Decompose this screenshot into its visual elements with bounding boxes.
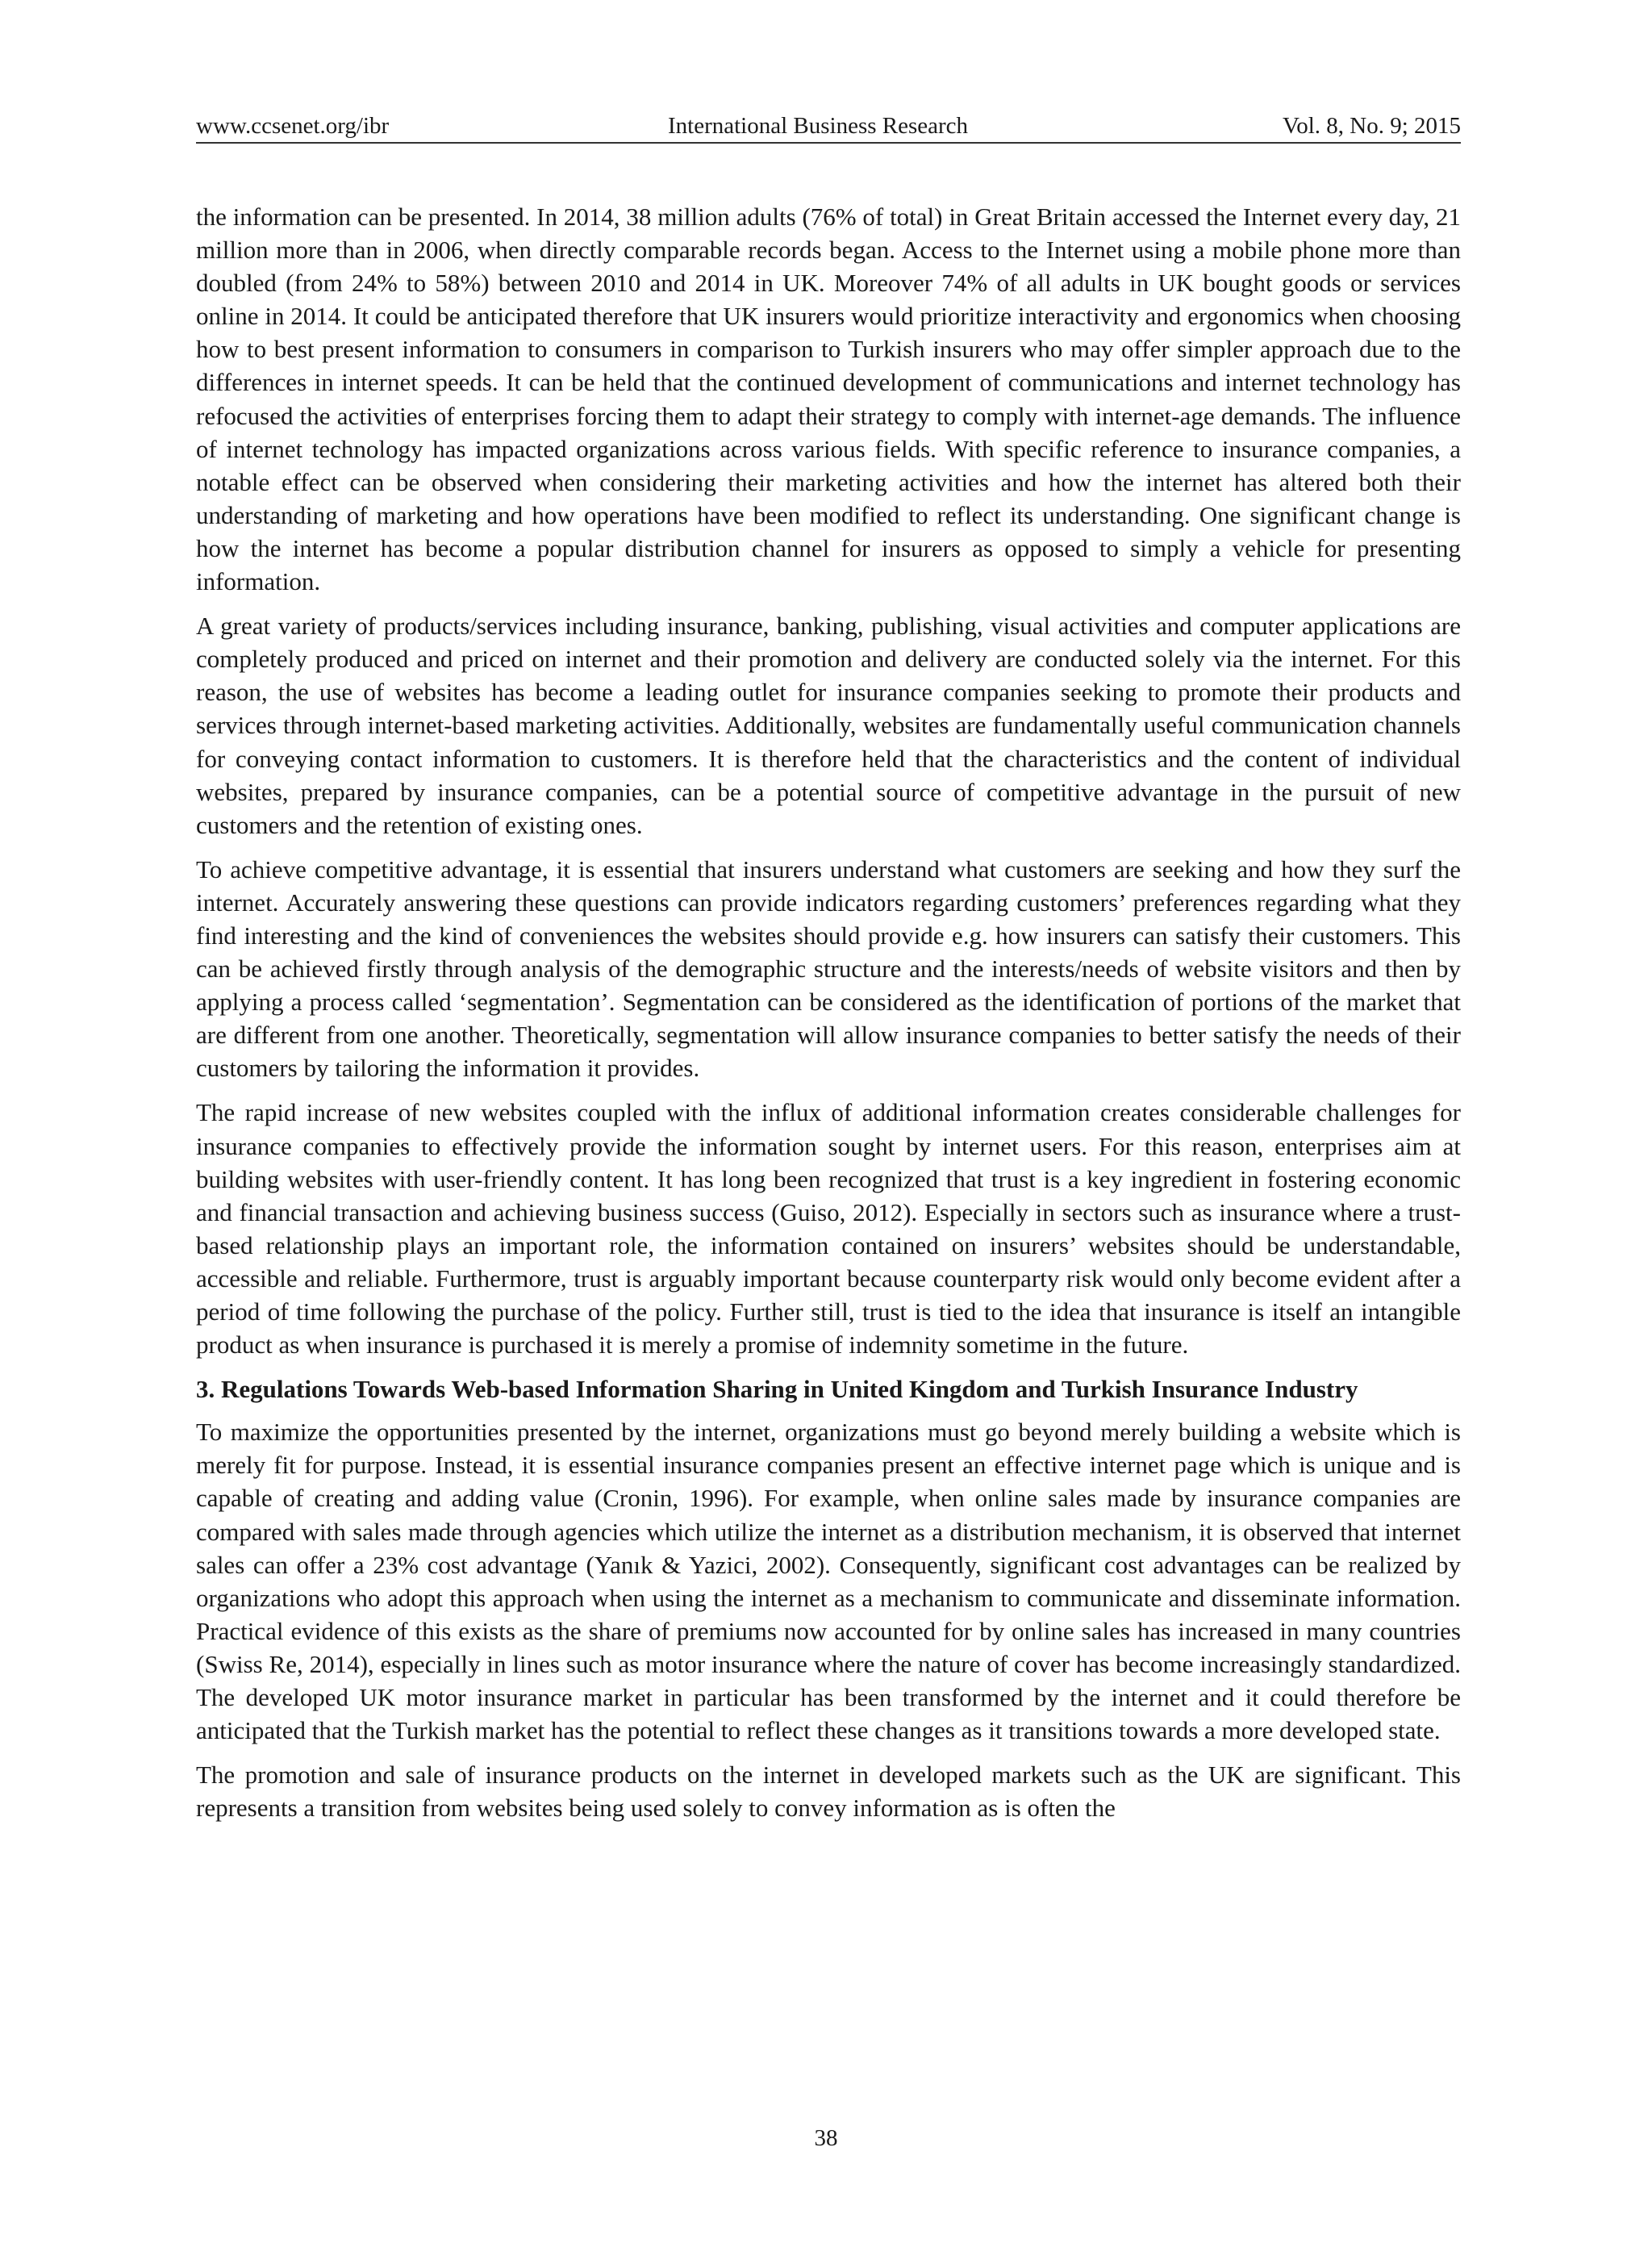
- body-paragraph: The promotion and sale of insurance products on the internet in developed markets such as the UK are significant. This represents a transition from websites being used solely to convey information as is often the: [196, 1761, 1461, 1823]
- body-paragraph: The rapid increase of new websites coupled with the influx of additional information creates considerable challenges for insurance companies to effectively provide the information sought by internet users. For this reason, enterprises aim at building websites with user-friendly content. It has long been recognized that trust is a key ingredient in fostering economic and financial transaction and achieving business success (Guiso, 2012). Especially in sectors such as insurance where a trust-based relationship plays an important role, the information contained on insurers’ websites should be understandable, accessible and reliable. Furthermore, trust is arguably important because counterparty risk would only become evident after a period of time following the purchase of the policy. Further still, trust is tied to the idea that insurance is itself an intangible product as when insurance is purchased it is merely a promise of indemnity sometime in the future.: [196, 1098, 1461, 1360]
- running-header: [196, 110, 1461, 144]
- page-number: 38: [814, 2125, 838, 2151]
- body-paragraph: the information can be presented. In 2014, 38 million adults (76% of total) in Great Britain accessed the Internet every day, 21 million more than in 2006, when directly comparable records began. Access to the Internet using a mobile phone more than doubled (from 24% to 58%) between 2010 and 2014 in UK. Moreover 74% of all adults in UK bought goods or services online in 2014. It could be anticipated therefore that UK insurers would prioritize interactivity and ergonomics when choosing how to best present information to consumers in comparison to Turkish insurers who may offer simpler approach due to the differences in internet speeds. It can be held that the continued development of communications and internet technology has refocused the activities of enterprises forcing them to adapt their strategy to comply with internet-age demands. The influence of internet technology has impacted organizations across various fields. With specific reference to insurance companies, a notable effect can be observed when considering their marketing activities and how the internet has altered both their understanding of marketing and how operations have been modified to reflect its understanding. One significant change is how the internet has become a popular distribution channel for insurers as opposed to simply a vehicle for presenting information.: [196, 203, 1461, 596]
- body-paragraph: To maximize the opportunities presented by the internet, organizations must go beyond merely building a website which is merely fit for purpose. Instead, it is essential insurance companies present an effective internet page which is unique and is capable of creating and adding value (Cronin, 1996). For example, when online sales made by insurance companies are compared with sales made through agencies which utilize the internet as a distribution mechanism, it is observed that internet sales can offer a 23% cost advantage (Yanık & Yazici, 2002). Consequently, significant cost advantages can be realized by organizations who adopt this approach when using the internet as a mechanism to communicate and disseminate information. Practical evidence of this exists as the share of premiums now accounted for by online sales has increased in many countries (Swiss Re, 2014), especially in lines such as motor insurance where the nature of cover has become increasingly standardized. The developed UK motor insurance market in particular has been transformed by the internet and it could therefore be anticipated that the Turkish market has the potential to reflect these changes as it transitions towards a more developed state.: [196, 1418, 1461, 1745]
- body-paragraph: A great variety of products/services including insurance, banking, publishing, visual activities and computer applications are completely produced and priced on internet and their promotion and delivery are conducted solely via the internet. For this reason, the use of websites has become a leading outlet for insurance companies seeking to promote their products and services through internet-based marketing activities. Additionally, websites are fundamentally useful communication channels for conveying contact information to customers. It is therefore held that the characteristics and the content of individual websites, prepared by insurance companies, can be a potential source of competitive advantage in the pursuit of new customers and the retention of existing ones.: [196, 612, 1461, 839]
- section-heading: 3. Regulations Towards Web-based Information Sharing in United Kingdom and Turkish Insurance Industry: [196, 1375, 1358, 1404]
- page-body: [196, 200, 1461, 1836]
- body-paragraph: To achieve competitive advantage, it is essential that insurers understand what customers are seeking and how they surf the internet. Accurately answering these questions can provide indicators regarding customers’ preferences regarding what they find interesting and the kind of conveniences the websites should provide e.g. how insurers can satisfy their customers. This can be achieved firstly through analysis of the demographic structure and the interests/needs of website visitors and then by applying a process called ‘segmentation’. Segmentation can be considered as the identification of portions of the market that are different from one another. Theoretically, segmentation will allow insurance companies to better satisfy the needs of their customers by tailoring the information it provides.: [196, 854, 1461, 1083]
- journal-title: International Business Research: [668, 113, 969, 139]
- journal-url: www.ccsenet.org/ibr: [196, 113, 390, 139]
- volume-issue: Vol. 8, No. 9; 2015: [1282, 113, 1461, 139]
